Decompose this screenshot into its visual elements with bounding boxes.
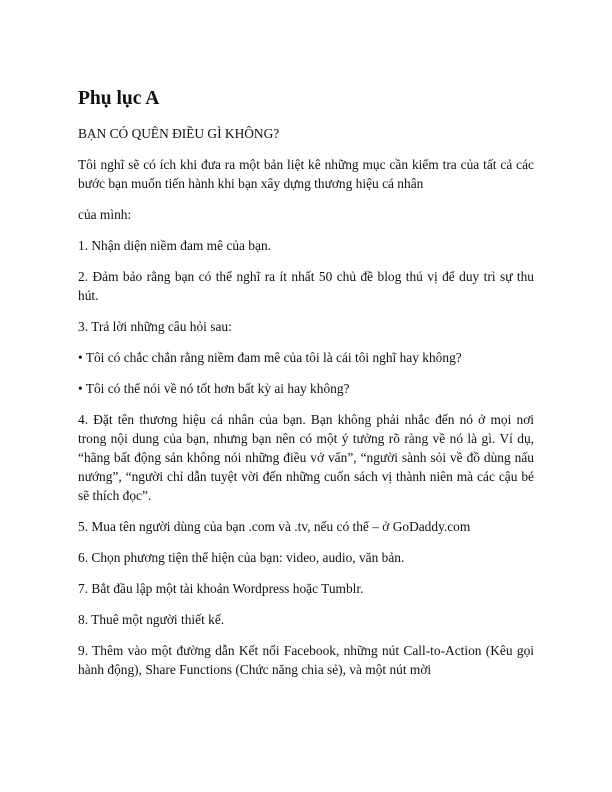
list-item: 5. Mua tên người dùng của bạn .com và .tv, nếu có thể – ở GoDaddy.com (78, 519, 471, 534)
list-item: 6. Chọn phương tiện thể hiện của bạn: video, audio, văn bản. (78, 550, 405, 565)
list-item: 9. Thêm vào một đường dẫn Kết nối Facebook, những nút Call-to-Action (Kêu gọi hành động), Share Functions (Chức năng chia sẻ), và một nút mời (78, 643, 534, 677)
list-item: 3. Trả lời những câu hỏi sau: (78, 319, 232, 334)
bullet-item: • Tôi có chắc chắn rằng niềm đam mê của tôi là cái tôi nghĩ hay không? (78, 350, 462, 365)
page-title: Phụ lục A (78, 88, 160, 109)
list-item: 8. Thuê một người thiết kế. (78, 612, 225, 627)
intro-continuation: của mình: (78, 207, 132, 222)
list-item: 7. Bắt đầu lập một tài khoản Wordpress hoặc Tumblr. (78, 581, 364, 596)
list-item: 2. Đảm bảo rằng bạn có thể nghĩ ra ít nhất 50 chủ đề blog thú vị để duy trì sự thu hút. (78, 269, 534, 303)
intro-paragraph: Tôi nghĩ sẽ có ích khi đưa ra một bản liệt kê những mục cần kiểm tra của tất cả các bước bạn muốn tiến hành khi bạn xây dựng thương hiệu cá nhân (78, 157, 534, 191)
document-page (78, 88, 534, 691)
bullet-item: • Tôi có thể nói về nó tốt hơn bất kỳ ai hay không? (78, 381, 350, 396)
section-question: BẠN CÓ QUÊN ĐIỀU GÌ KHÔNG? (78, 126, 280, 141)
list-item: 4. Đặt tên thương hiệu cá nhân của bạn. Bạn không phải nhắc đến nó ở mọi nơi trong nội dung của bạn, nhưng bạn nên có một ý tưởng rõ ràng về nó là gì. Ví dụ, “hãng bất động sản không nói những điều vớ vẩn”, “người sành sỏi về đồ dùng nấu nướng”, “người chỉ dẫn tuyệt vời đến những cuốn sách vị thành niên mà các cậu bé sẽ thích đọc”. (78, 412, 534, 503)
list-item: 1. Nhận diện niềm đam mê của bạn. (78, 238, 271, 253)
